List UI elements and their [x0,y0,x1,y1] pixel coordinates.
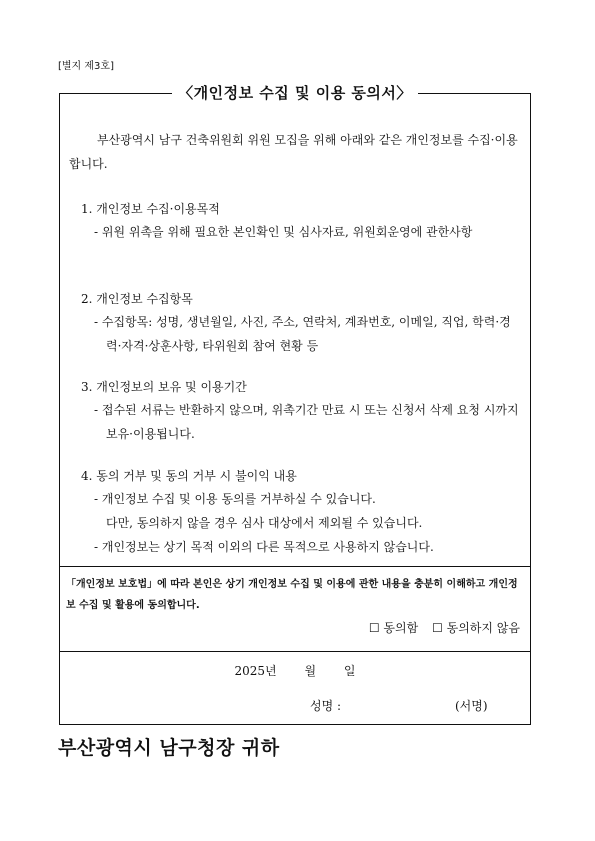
section-2-heading: 2. 개인정보 수집항목 [81,292,193,306]
addressee: 부산광역시 남구청장 귀하 [58,737,280,759]
section-4-item-1: - 개인정보 수집 및 이용 동의를 거부하실 수 있습니다. [94,492,376,506]
disagree-checkbox[interactable]: ☐ 동의하지 않음 [432,621,520,635]
form-number: [별지 제3호] [58,61,114,72]
signature-mark: (서명) [455,699,488,713]
section-1-heading: 1. 개인정보 수집·이용목적 [81,202,220,216]
agreement-statement: 「개인정보 보호법」에 따라 본인은 상기 개인정보 수집 및 이용에 관한 내용을 충분히 이해하고 개인정보 수집 및 활용에 동의합니다. [66,579,518,611]
date-day: 일 [343,664,356,678]
consent-form-box [59,84,531,725]
agree-checkbox[interactable]: ☐ 동의함 [368,621,419,635]
title-wrap [60,82,530,103]
section-4-item-3: - 개인정보는 상기 목적 이외의 다른 목적으로 사용하지 않습니다. [94,540,434,554]
section-2-item: - 수집항목: 성명, 생년월일, 사진, 주소, 연락처, 계좌번호, 이메일, 직업, 학력·경력·자격·상훈사항, 타위원회 참여 현황 등 [94,315,511,353]
form-title: 〈개인정보 수집 및 이용 동의서〉 [172,82,418,103]
divider [60,651,530,652]
section-4-heading: 4. 동의 거부 및 동의 거부 시 불이익 내용 [81,469,297,483]
date-line [60,662,530,679]
date-year: 2025년 [234,664,277,678]
signature-label: 성명 : [310,699,342,713]
intro-paragraph: 부산광역시 남구 건축위원회 위원 모집을 위해 아래와 같은 개인정보를 수집·이용합니다. [69,133,518,171]
divider [60,566,530,567]
section-4-item-2: 다만, 동의하지 않을 경우 심사 대상에서 제외될 수 있습니다. [106,516,423,530]
section-3-heading: 3. 개인정보의 보유 및 이용기간 [81,380,247,394]
section-1-item: - 위원 위촉을 위해 필요한 본인확인 및 심사자료, 위원회운영에 관한사항 [94,225,473,239]
section-3-item: - 접수된 서류는 반환하지 않으며, 위촉기간 만료 시 또는 신청서 삭제 요청 시까지 보유·이용됩니다. [94,403,519,441]
consent-checkboxes [359,619,520,636]
date-month: 월 [304,664,317,678]
